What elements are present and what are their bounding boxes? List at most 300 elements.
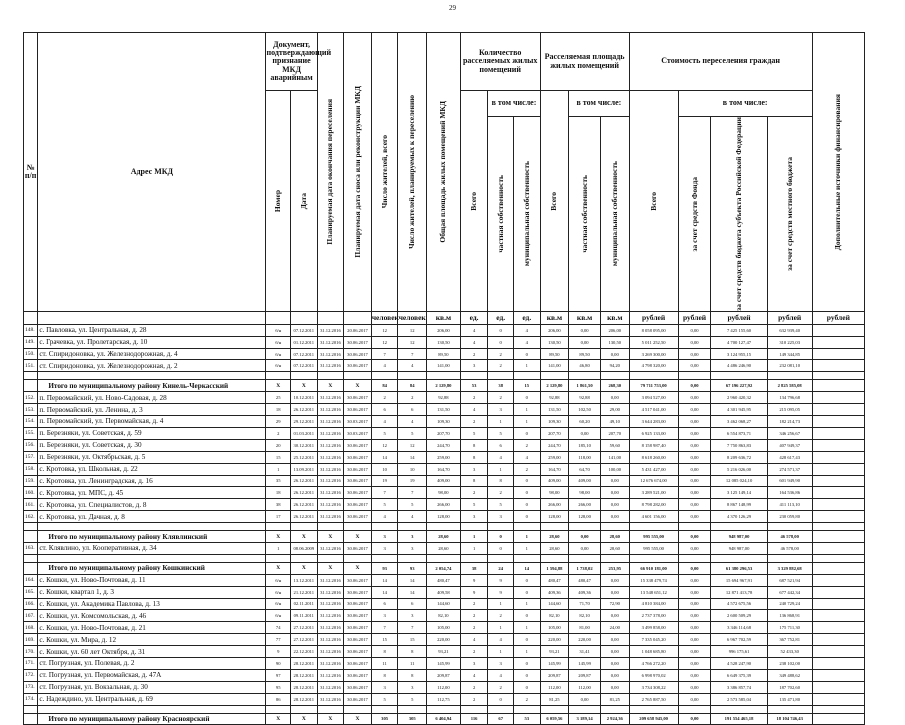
area-private-cell: 409,00 (569, 475, 601, 487)
area-municipal-cell: 0,00 (600, 657, 629, 669)
count-all-cell: 2 (460, 392, 488, 404)
cost-local-cell: 274 571,37 (767, 463, 812, 475)
cost-regional-cell: 2 573 585,04 (711, 693, 767, 705)
planned-resettle-date-cell: 31.12.2016 (317, 598, 344, 610)
planned-resettle-date-cell: 31.12.2016 (317, 499, 344, 511)
area-all-cell: 112,00 (540, 681, 569, 693)
count-municipal-cell: 2 (513, 693, 540, 705)
area-private-cell: 220,00 (569, 634, 601, 646)
cost-local-cell: 135 471,80 (767, 693, 812, 705)
area-all-cell: 93,21 (540, 646, 569, 658)
extra-funding-cell (812, 681, 864, 693)
extra-funding-cell (812, 451, 864, 463)
planned-resettle-date-cell: 31.12.2016 (317, 475, 344, 487)
table-row (24, 348, 865, 360)
count-municipal-cell: 0 (513, 427, 540, 439)
cost-local-cell: 240 729,24 (767, 598, 812, 610)
planned-demolish-date-cell: 30.06.2017 (344, 669, 372, 681)
area-all-cell: 266,00 (540, 499, 569, 511)
cost-fund-cell: 0,00 (678, 657, 711, 669)
residents-planned-cell: 19 (398, 475, 427, 487)
cost-fund-cell: 0,00 (678, 542, 711, 554)
cost-regional-cell: 4 528 247,90 (711, 657, 767, 669)
count-municipal-cell: 0 (513, 610, 540, 622)
area-total-cell: 220,00 (427, 634, 461, 646)
planned-resettle-date-cell: 31.12.2016 (317, 392, 344, 404)
count-private-cell: 24 (488, 562, 514, 574)
doc-date-cell: 26.12.2011 (291, 404, 318, 416)
row-number-cell: 163. (24, 542, 38, 554)
area-private-cell: 60,20 (569, 416, 601, 428)
area-all-cell: 128,00 (540, 511, 569, 523)
cost-local-cell: 310 225,03 (767, 336, 812, 348)
count-private-cell: 0 (488, 324, 514, 336)
area-municipal-cell: 0,00 (600, 610, 629, 622)
area-all-cell: 164,70 (540, 463, 569, 475)
address-cell: с. Кошки, квартал 1, д. 3 (38, 586, 266, 598)
cost-fund-cell: 0,00 (678, 416, 711, 428)
count-private-cell: 0 (488, 336, 514, 348)
doc-number-cell: б/н (266, 574, 291, 586)
planned-demolish-date-cell: 30.06.2017 (344, 336, 372, 348)
cost-all-cell: 2 765 887,50 (629, 693, 678, 705)
area-private-header: частная собственность (569, 117, 601, 312)
doc-number-cell: 9 (266, 646, 291, 658)
doc-date-cell: 07.12.2011 (291, 360, 318, 372)
planned-demolish-date-cell: 30.06.2017 (344, 693, 372, 705)
count-all-cell: 4 (460, 634, 488, 646)
count-all-cell: 1 (460, 542, 488, 554)
area-municipal-cell: 268,30 (600, 380, 629, 392)
doc-number-cell: 29 (266, 416, 291, 428)
extra-funding-cell (812, 392, 864, 404)
area-all-cell: 28,60 (540, 531, 569, 543)
cost-regional-cell: 7 750 863,83 (711, 439, 767, 451)
cost-fund-cell: 0,00 (678, 713, 711, 725)
extra-funding-cell (812, 439, 864, 451)
area-total-cell: 409,58 (427, 586, 461, 598)
count-all-cell: 2 (460, 610, 488, 622)
residents-planned-cell: 4 (398, 360, 427, 372)
unit-cell: кв.м (569, 311, 601, 324)
cost-all-cell: 8 058 095,00 (629, 324, 678, 336)
cost-regional-cell: 3 124 955,15 (711, 348, 767, 360)
doc-date-cell: 26.12.2011 (291, 511, 318, 523)
address-cell: п. Березняки, ул. Октябрьская, д. 5 (38, 451, 266, 463)
doc-date-cell: 29.12.2011 (291, 416, 318, 428)
spacer-row (24, 554, 865, 562)
area-all-cell: 144,60 (540, 598, 569, 610)
cost-fund-cell: 0,00 (678, 681, 711, 693)
area-total-cell: 93,21 (427, 646, 461, 658)
count-municipal-header: муниципальная собственность (513, 117, 540, 312)
residents-cell: 8 (371, 646, 398, 658)
doc-number-cell: 15 (266, 451, 291, 463)
area-municipal-cell: 0,00 (600, 669, 629, 681)
table-row (24, 610, 865, 622)
total-row (24, 380, 865, 392)
count-all-cell: 2 (460, 693, 488, 705)
extra-funding-cell (812, 463, 864, 475)
total-row (24, 562, 865, 574)
area-municipal-cell: 0,00 (600, 475, 629, 487)
spacer-row (24, 705, 865, 713)
count-municipal-cell: 0 (513, 348, 540, 360)
spacer-row (24, 372, 865, 380)
residents-cell: 7 (371, 487, 398, 499)
cost-fund-cell: 0,00 (678, 348, 711, 360)
row-number-cell: 169. (24, 634, 38, 646)
cost-fund-cell: 0,00 (678, 511, 711, 523)
cost-local-cell: 3 329 882,68 (767, 562, 812, 574)
area-total-cell: 141,00 (427, 360, 461, 372)
table-row (24, 646, 865, 658)
planned-resettle-date-cell: 31.12.2016 (317, 416, 344, 428)
table-row (24, 693, 865, 705)
area-private-cell: 89,50 (569, 348, 601, 360)
planned-demolish-date-cell: 30.06.2017 (344, 392, 372, 404)
area-private-cell: 82,10 (569, 610, 601, 622)
residents-cell: 3 (371, 531, 398, 543)
address-cell: ст. Погрузная, ул. Полевая, д. 2 (38, 657, 266, 669)
cost-fund-cell: 0,00 (678, 404, 711, 416)
cost-local-cell: 149 344,85 (767, 348, 812, 360)
cost-fund-cell: 0,00 (678, 622, 711, 634)
count-all-cell: 8 (460, 451, 488, 463)
count-incl-header: в том числе: (488, 91, 540, 117)
doc-date-cell: 26.12.2011 (291, 487, 318, 499)
cost-fund-header: за счет средств Фонда (678, 117, 711, 312)
doc-date-cell: 30.12.2011 (291, 439, 318, 451)
doc-date-cell: 02.11.2011 (291, 598, 318, 610)
count-all-cell: 8 (460, 439, 488, 451)
address-cell: п. Первомайский, ул. Первомайская, д. 4 (38, 416, 266, 428)
area-all-cell: 82,10 (540, 610, 569, 622)
area-total-cell: 6 404,94 (427, 713, 461, 725)
area-municipal-cell: 49,10 (600, 416, 629, 428)
count-all-cell: 1 (460, 531, 488, 543)
planned-resettle-date-cell: X (317, 380, 344, 392)
area-total-cell: 164,70 (427, 463, 461, 475)
count-all-cell: 9 (460, 574, 488, 586)
count-all-header: Всего (460, 91, 488, 312)
doc-date-cell: 07.12.2011 (291, 348, 318, 360)
residents-planned-cell: 6 (398, 404, 427, 416)
extra-funding-cell (812, 622, 864, 634)
doc-date-cell: 10.12.2011 (291, 392, 318, 404)
address-cell: п. Березняки, ул. Советская, д. 59 (38, 427, 266, 439)
doc-number-cell: X (266, 380, 291, 392)
residents-planned-cell: 4 (398, 511, 427, 523)
unit-cell: ед. (488, 311, 514, 324)
planned-resettle-date-cell: 31.12.2016 (317, 487, 344, 499)
cost-local-cell: 367 752,81 (767, 634, 812, 646)
row-number-cell: 160. (24, 487, 38, 499)
area-all-cell: 209,87 (540, 669, 569, 681)
count-municipal-cell: 4 (513, 336, 540, 348)
cost-all-cell: 2 737 378,00 (629, 610, 678, 622)
col-residents-planned-header: Число жителей, планируемых к переселению (398, 33, 427, 312)
doc-number-cell: 20 (266, 439, 291, 451)
extra-funding-cell (812, 487, 864, 499)
doc-number-cell: X (266, 531, 291, 543)
area-private-cell: 81,00 (569, 622, 601, 634)
count-all-cell: 2 (460, 598, 488, 610)
cost-local-cell: 134 796,68 (767, 392, 812, 404)
cost-regional-cell: 7 425 155,60 (711, 324, 767, 336)
table-row (24, 416, 865, 428)
col-residents-header: Число жителей, всего (371, 33, 398, 312)
count-all-cell: 2 (460, 348, 488, 360)
doc-number-cell: 25 (266, 392, 291, 404)
cost-fund-cell: 0,00 (678, 427, 711, 439)
address-cell: с. Надеждино, ул. Центральная, д. 69 (38, 693, 266, 705)
area-all-cell: 109,30 (540, 416, 569, 428)
planned-demolish-date-cell: X (344, 713, 372, 725)
cost-regional-cell: 12 085 024,10 (711, 475, 767, 487)
planned-resettle-date-cell: 31.12.2016 (317, 610, 344, 622)
extra-funding-cell (812, 360, 864, 372)
row-number-cell: 156. (24, 439, 38, 451)
address-cell: Итого по муниципальному району Красноярский (38, 713, 266, 725)
cost-regional-cell: 6 967 702,59 (711, 634, 767, 646)
area-total-cell: 128,00 (427, 511, 461, 523)
planned-resettle-date-cell: 31.12.2016 (317, 574, 344, 586)
residents-planned-cell: 4 (398, 416, 427, 428)
residents-planned-cell: 3 (398, 610, 427, 622)
cost-all-cell: 8 798 282,00 (629, 499, 678, 511)
count-private-cell: 1 (488, 598, 514, 610)
count-all-cell: 4 (460, 324, 488, 336)
count-municipal-cell: 2 (513, 463, 540, 475)
unit-cell: кв.м (540, 311, 569, 324)
extra-funding-cell (812, 511, 864, 523)
planned-resettle-date-cell: 31.12.2016 (317, 324, 344, 336)
count-private-cell: 2 (488, 392, 514, 404)
area-total-cell: 206,00 (427, 324, 461, 336)
count-municipal-cell: 1 (513, 360, 540, 372)
row-number-cell: 158. (24, 463, 38, 475)
residents-planned-cell: 6 (398, 598, 427, 610)
count-private-cell: 0 (488, 693, 514, 705)
address-cell: с. Кротовка, ул. Специалистов, д. 8 (38, 499, 266, 511)
count-municipal-cell: 4 (513, 451, 540, 463)
address-cell: с. Кошки, ул. Комсомольская, д. 46 (38, 610, 266, 622)
area-all-cell: 131,50 (540, 404, 569, 416)
residents-cell: 5 (371, 499, 398, 511)
planned-resettle-date-cell: 31.12.2016 (317, 511, 344, 523)
extra-funding-cell (812, 646, 864, 658)
count-private-cell: 1 (488, 622, 514, 634)
count-municipal-cell: 0 (513, 669, 540, 681)
planned-demolish-date-cell: 30.06.2017 (344, 499, 372, 511)
area-municipal-cell: 24,00 (600, 622, 629, 634)
count-municipal-cell: 0 (513, 499, 540, 511)
cost-fund-cell: 0,00 (678, 531, 711, 543)
row-number-cell: 164. (24, 574, 38, 586)
count-private-cell: 1 (488, 646, 514, 658)
area-total-cell: 28,60 (427, 542, 461, 554)
planned-resettle-date-cell: X (317, 713, 344, 725)
row-number-cell: 159. (24, 475, 38, 487)
residents-planned-cell: 12 (398, 439, 427, 451)
address-cell: п. Первомайский, ул. Ново-Садовая, д. 28 (38, 392, 266, 404)
planned-demolish-date-cell: 30.06.2017 (344, 475, 372, 487)
area-private-cell: 0,00 (569, 693, 601, 705)
count-municipal-cell: 0 (513, 574, 540, 586)
cost-all-cell: 995 555,00 (629, 542, 678, 554)
count-all-cell: 2 (460, 622, 488, 634)
total-row (24, 531, 865, 543)
count-private-cell: 38 (488, 380, 514, 392)
residents-planned-cell: 84 (398, 380, 427, 392)
residents-cell: 7 (371, 348, 398, 360)
residents-cell: 4 (371, 511, 398, 523)
planned-resettle-date-cell: 31.12.2016 (317, 646, 344, 658)
address-cell: Итого по муниципальному району Кинель-Черкасский (38, 380, 266, 392)
table-row (24, 669, 865, 681)
count-private-cell: 3 (488, 657, 514, 669)
cost-local-cell: 428 617,43 (767, 451, 812, 463)
cost-fund-cell: 0,00 (678, 463, 711, 475)
cost-local-cell: 407 949,37 (767, 439, 812, 451)
count-municipal-cell: 1 (513, 531, 540, 543)
doc-number-cell: б/н (266, 324, 291, 336)
count-all-cell: 3 (460, 360, 488, 372)
area-all-cell: 28,60 (540, 542, 569, 554)
count-all-cell: 3 (460, 511, 488, 523)
planned-resettle-date-cell: X (317, 562, 344, 574)
area-total-cell: 209,87 (427, 669, 461, 681)
doc-number-cell: 2 (266, 427, 291, 439)
planned-demolish-date-cell: 30.03.2017 (344, 427, 372, 439)
count-all-cell: 2 (460, 416, 488, 428)
address-cell: с. Кротовка, ул. Школьная, д. 22 (38, 463, 266, 475)
area-municipal-cell: 59,60 (600, 439, 629, 451)
residents-cell: 4 (371, 416, 398, 428)
doc-number-cell: 74 (266, 622, 291, 634)
count-municipal-cell: 0 (513, 657, 540, 669)
residents-cell: 12 (371, 336, 398, 348)
doc-number-cell: 86 (266, 693, 291, 705)
count-private-cell: 3 (488, 404, 514, 416)
area-all-cell: 2 129,80 (540, 380, 569, 392)
area-municipal-cell: 253,95 (600, 562, 629, 574)
table-row (24, 622, 865, 634)
area-private-cell: 64,70 (569, 463, 601, 475)
table-row (24, 487, 865, 499)
doc-date-cell: 28.12.2011 (291, 693, 318, 705)
area-total-cell: 266,00 (427, 499, 461, 511)
residents-planned-cell: 2 (398, 392, 427, 404)
col-doc-date-header: Дата (291, 91, 318, 312)
doc-number-cell: X (266, 562, 291, 574)
unit-cell: ед. (460, 311, 488, 324)
area-municipal-header: муниципальная собственность (600, 117, 629, 312)
planned-resettle-date-cell: 31.12.2016 (317, 634, 344, 646)
row-number-cell: 166. (24, 598, 38, 610)
count-all-cell: 3 (460, 463, 488, 475)
planned-resettle-date-cell: 31.12.2016 (317, 622, 344, 634)
unit-cell: рублей (711, 311, 767, 324)
cost-regional-cell: 3 386 857,74 (711, 681, 767, 693)
area-municipal-cell: 0,00 (600, 681, 629, 693)
address-cell: с. Кошки, ул. Академика Павлова, д. 13 (38, 598, 266, 610)
cost-all-cell: 4 810 384,00 (629, 598, 678, 610)
cost-regional-cell: 4 486 246,90 (711, 360, 767, 372)
table-row (24, 336, 865, 348)
cost-fund-cell: 0,00 (678, 646, 711, 658)
doc-number-cell: б/н (266, 360, 291, 372)
count-all-cell: 4 (460, 669, 488, 681)
cost-fund-cell: 0,00 (678, 380, 711, 392)
area-total-cell: 112,75 (427, 693, 461, 705)
table-row (24, 681, 865, 693)
area-all-cell: 206,00 (540, 324, 569, 336)
planned-resettle-date-cell: 31.12.2016 (317, 451, 344, 463)
count-private-cell: 0 (488, 531, 514, 543)
area-all-cell: 220,00 (540, 634, 569, 646)
address-cell: с. Кротовка, ул. МПС, д. 45 (38, 487, 266, 499)
cost-fund-cell: 0,00 (678, 360, 711, 372)
area-all-cell: 259,00 (540, 451, 569, 463)
planned-resettle-date-cell: 31.12.2016 (317, 439, 344, 451)
area-municipal-cell: 0,00 (600, 574, 629, 586)
count-municipal-cell: 0 (513, 511, 540, 523)
count-all-cell: 2 (460, 646, 488, 658)
area-private-cell: 209,87 (569, 669, 601, 681)
area-private-cell: 185,10 (569, 439, 601, 451)
row-number-cell (24, 562, 38, 574)
residents-planned-cell: 3 (398, 542, 427, 554)
table-body (24, 324, 865, 725)
area-total-cell: 207,70 (427, 427, 461, 439)
area-private-cell: 0,00 (569, 542, 601, 554)
address-cell: ст. Спиридоновка, ул. Железнодорожная, д. 2 (38, 360, 266, 372)
count-municipal-cell: 0 (513, 634, 540, 646)
unit-cell: кв.м (600, 311, 629, 324)
planned-demolish-date-cell: 30.06.2017 (344, 511, 372, 523)
area-private-cell: 98,00 (569, 487, 601, 499)
area-private-cell: 31,41 (569, 646, 601, 658)
area-private-cell: 71,70 (569, 598, 601, 610)
cost-local-cell: 52 433,30 (767, 646, 812, 658)
area-total-cell: 92,88 (427, 392, 461, 404)
planned-resettle-date-cell: 31.12.2016 (317, 693, 344, 705)
planned-demolish-date-cell: 30.06.2017 (344, 622, 372, 634)
doc-date-cell: X (291, 713, 318, 725)
extra-funding-cell (812, 348, 864, 360)
cost-incl-header: в том числе: (678, 91, 812, 117)
residents-planned-cell: 7 (398, 622, 427, 634)
table-row (24, 657, 865, 669)
planned-demolish-date-cell: 30.06.2017 (344, 598, 372, 610)
cost-local-cell: 46 578,00 (767, 542, 812, 554)
count-private-cell: 5 (488, 499, 514, 511)
count-all-cell: 4 (460, 404, 488, 416)
doc-date-cell: 07.12.2011 (291, 324, 318, 336)
extra-funding-cell (812, 475, 864, 487)
cost-local-cell: 230 059,80 (767, 511, 812, 523)
residents-planned-cell: 3 (398, 531, 427, 543)
cost-all-cell: 4 766 272,20 (629, 657, 678, 669)
table-row (24, 499, 865, 511)
residents-planned-cell: 3 (398, 681, 427, 693)
area-total-cell: 130,50 (427, 336, 461, 348)
row-number-cell: 151. (24, 360, 38, 372)
count-private-cell: 9 (488, 586, 514, 598)
area-municipal-cell: 81,25 (600, 693, 629, 705)
